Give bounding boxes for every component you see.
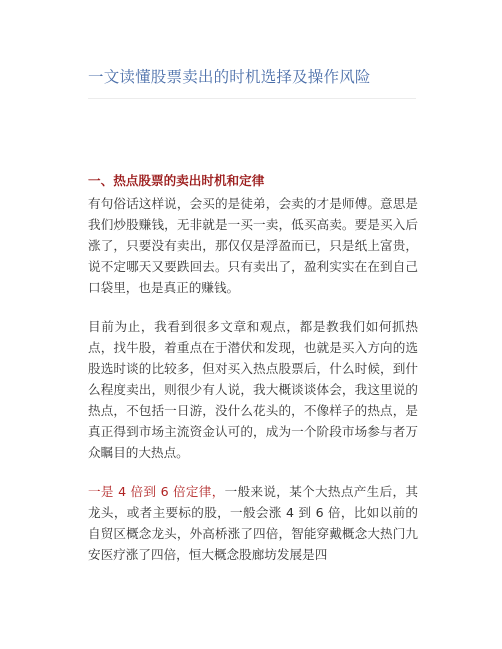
paragraph: [88, 316, 418, 463]
title-divider: [88, 98, 416, 99]
document-title: 一文读懂股票卖出的时机选择及操作风险: [88, 68, 371, 86]
paragraph: [88, 481, 418, 565]
paragraph-text: 目前为止，我看到很多文章和观点，都是教我们如何抓热点，找牛股，着重点在于潜伏和发现，也就是买入方向的选股选时谈的比较多，但对买入热点股票后，什么时候，到什么程度卖出，则很少有人说，我大概谈谈体会，我这里说的热点，不包括一日游，没什么花头的，不像样子的热点，是真正得到市场主流资金认可的，成为一个阶段市场参与者万众瞩目的大热点。: [88, 319, 418, 460]
paragraph-text: 有句俗话这样说，会买的是徒弟，会卖的才是师傅。意思是我们炒股赚钱，无非就是一买一卖，低买高卖。要是买入后涨了，只要没有卖出，那仅仅是浮盈而已，只是纸上富贵，说不定哪天又要跌回去。只有卖出了，盈利实实在在到自己口袋里，也是真正的赚钱。: [88, 196, 418, 295]
rule-lead-text: 一是 4 倍到 6 倍定律，: [88, 484, 225, 499]
document-body: [88, 170, 418, 565]
paragraph: [88, 193, 418, 298]
paragraph-text: 一般来说，某个大热点产生后，其龙头，或者主要标的股，一般会涨 4 到 6 倍，比如以前的自贸区概念龙头，外高桥涨了四倍，智能穿戴概念大热门九安医疗涨了四倍，恒大概念股廊坊发展是四: [88, 484, 418, 562]
section-heading: 一、热点股票的卖出时机和定律: [88, 173, 265, 188]
